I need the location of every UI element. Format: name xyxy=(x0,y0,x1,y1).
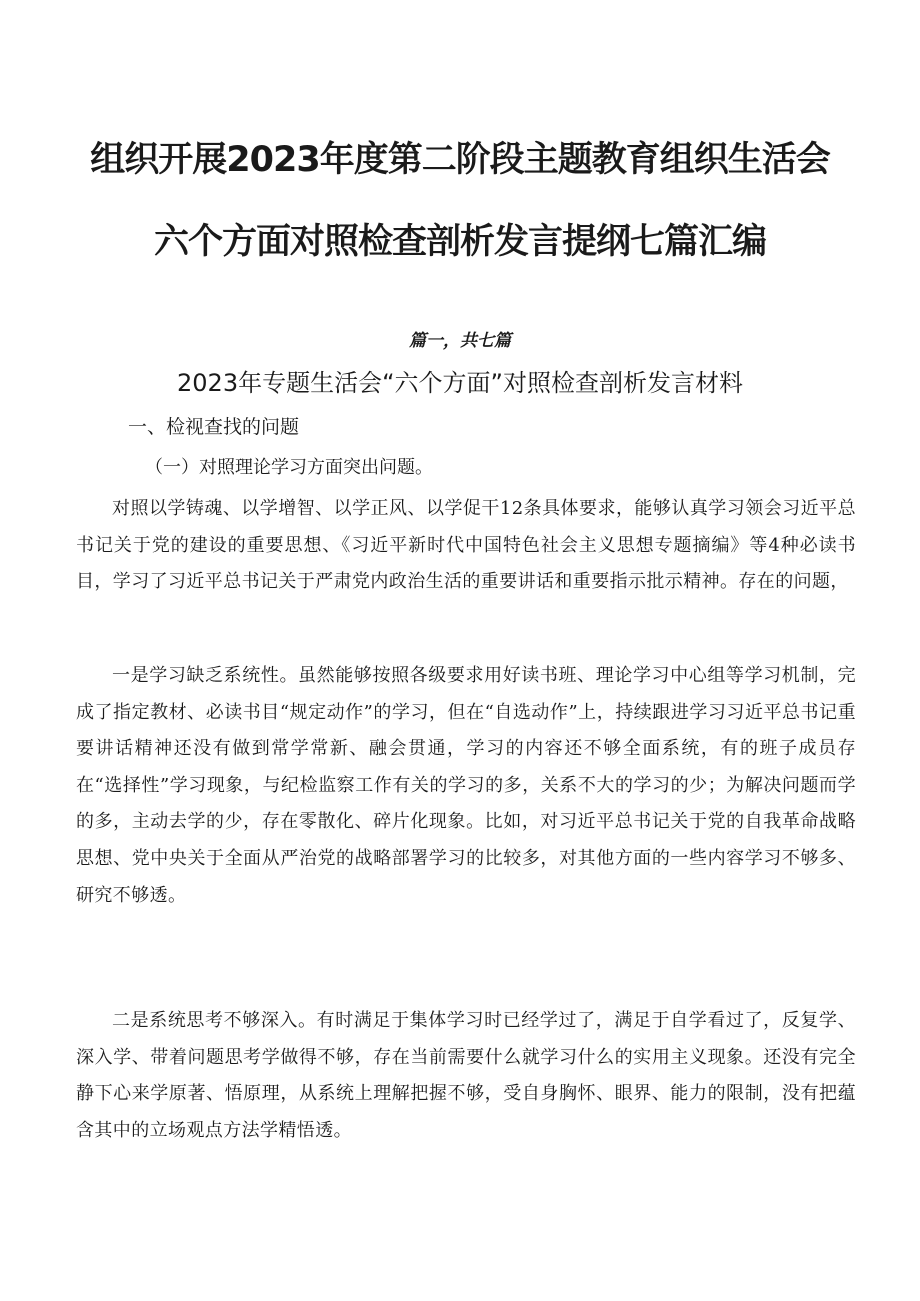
body-paragraph: 对照以学铸魂、以学增智、以学正风、以学促干12条具体要求，能够认真学习领会习近平总书记关于党的建设的重要思想、《习近平新时代中国特色社会主义思想专题摘编》等4种必读书目，学习了习近平总书记关于严肃党内政治生活的重要讲话和重要指示批示精神。存在的问题， xyxy=(76,498,856,593)
document-title-line-2: 六个方面对照检查剖析发言提纲七篇汇编 xyxy=(153,222,766,262)
subsection-heading: （一）对照理论学习方面突出问题。 xyxy=(145,457,433,478)
article-title: 2023年专题生活会“六个方面”对照检查剖析发言材料 xyxy=(177,369,743,397)
section-heading: 一、检视查找的问题 xyxy=(128,416,300,438)
body-paragraph: 一是学习缺乏系统性。虽然能够按照各级要求用好读书班、理论学习中心组等学习机制，完成了指定教材、必读书目“规定动作”的学习，但在“自选动作”上，持续跟进学习习近平总书记重要讲话精神还没有做到常学常新、融会贯通，学习的内容还不够全面系统，有的班子成员存在“选择性”学习现象，与纪检监察工作有关的学习的多，关系不大的学习的少；为解决问题而学的多，主动去学的少，存在零散化、碎片化现象。比如，对习近平总书记关于党的自我革命战略思想、党中央关于全面从严治党的战略部署学习的比较多，对其他方面的一些内容学习不够多、研究不够透。 xyxy=(76,665,856,906)
body-paragraph: 二是系统思考不够深入。有时满足于集体学习时已经学过了，满足于自学看过了，反复学、深入学、带着问题思考学做得不够，存在当前需要什么就学习什么的实用主义现象。还没有完全静下心来学原著、悟原理，从系统上理解把握不够，受自身胸怀、眼界、能力的限制，没有把蕴含其中的立场观点方法学精悟透。 xyxy=(76,1010,856,1141)
part-label: 篇一，共七篇 xyxy=(409,331,511,351)
document-title-line-1: 组织开展2023年度第二阶段主题教育组织生活会 xyxy=(90,140,830,180)
